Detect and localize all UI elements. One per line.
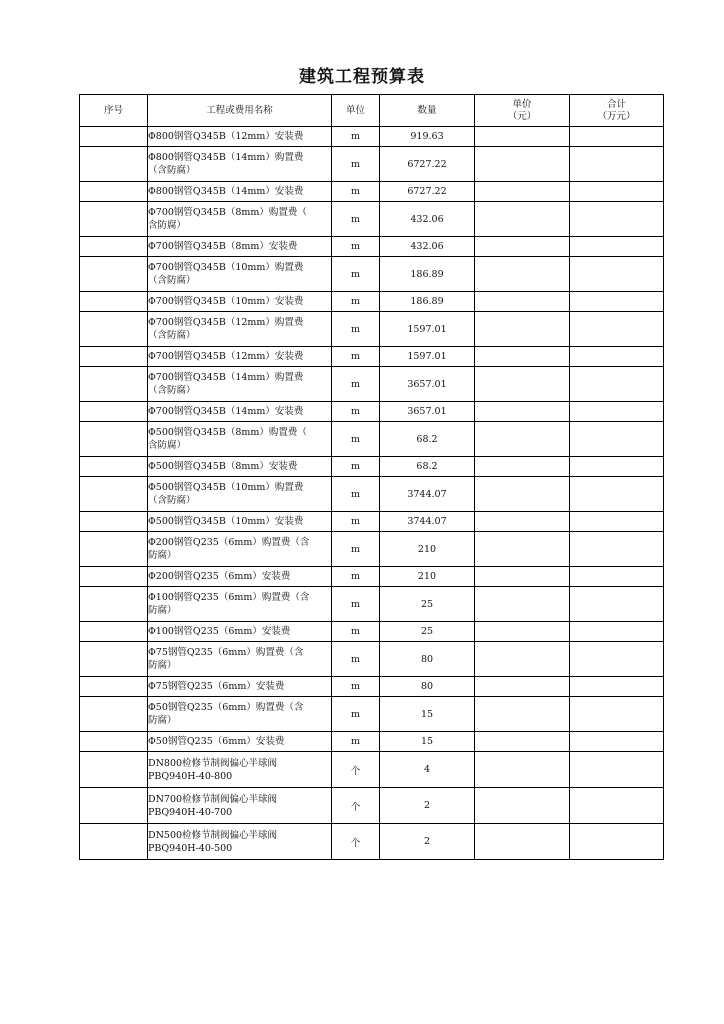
cell-name-line: Φ700钢管Q345B（10mm）购置费	[148, 262, 304, 273]
cell-qty: 186.89	[380, 292, 475, 312]
cell-seq	[80, 257, 148, 292]
table-row	[80, 697, 664, 732]
cell-unit: 个	[332, 788, 380, 824]
cell-seq	[80, 622, 148, 642]
cell-name-line: （含防腐）	[148, 165, 196, 176]
cell-total	[570, 457, 664, 477]
cell-name	[148, 752, 332, 788]
cell-price	[475, 824, 570, 860]
cell-price	[475, 788, 570, 824]
cell-unit: m	[332, 512, 380, 532]
cell-qty: 919.63	[380, 127, 475, 147]
cell-price	[475, 147, 570, 182]
cell-name	[148, 402, 332, 422]
cell-price	[475, 457, 570, 477]
cell-qty: 432.06	[380, 237, 475, 257]
cell-qty: 3744.07	[380, 477, 475, 512]
cell-total	[570, 127, 664, 147]
cell-price	[475, 697, 570, 732]
cell-seq	[80, 457, 148, 477]
cell-total	[570, 312, 664, 347]
cell-price	[475, 622, 570, 642]
cell-seq	[80, 752, 148, 788]
cell-qty: 15	[380, 697, 475, 732]
cell-name	[148, 292, 332, 312]
cell-name-line: （含防腐）	[148, 385, 196, 396]
cell-price	[475, 477, 570, 512]
cell-qty: 2	[380, 788, 475, 824]
table-row	[80, 147, 664, 182]
header-name: 工程或费用名称	[148, 95, 332, 127]
header-total-label: 合计	[606, 98, 626, 110]
table-header-row	[80, 95, 664, 127]
cell-name-line: Φ800钢管Q345B（14mm）购置费	[148, 152, 304, 163]
cell-qty: 1597.01	[380, 312, 475, 347]
cell-name-line: Φ50钢管Q235（6mm）安装费	[148, 736, 285, 747]
cell-total	[570, 697, 664, 732]
cell-name	[148, 732, 332, 752]
cell-total	[570, 587, 664, 622]
cell-price	[475, 677, 570, 697]
cell-name-line: 含防腐）	[148, 220, 187, 231]
header-total-unit: （万元）	[597, 110, 636, 122]
cell-name	[148, 127, 332, 147]
cell-name-line: Φ75钢管Q235（6mm）购置费（含	[148, 647, 304, 658]
cell-name	[148, 824, 332, 860]
cell-qty: 25	[380, 587, 475, 622]
cell-name-line: Φ800钢管Q345B（14mm）安装费	[148, 186, 304, 197]
cell-qty: 3744.07	[380, 512, 475, 532]
cell-unit: m	[332, 422, 380, 457]
cell-unit: m	[332, 622, 380, 642]
cell-qty: 2	[380, 824, 475, 860]
cell-total	[570, 642, 664, 677]
cell-total	[570, 367, 664, 402]
cell-price	[475, 422, 570, 457]
header-total	[570, 95, 664, 127]
cell-name-line: PBQ940H-40-700	[148, 806, 233, 818]
cell-total	[570, 202, 664, 237]
header-price-unit: （元）	[507, 110, 537, 122]
table-row	[80, 237, 664, 257]
cell-seq	[80, 788, 148, 824]
cell-name	[148, 697, 332, 732]
cell-name	[148, 347, 332, 367]
cell-qty: 186.89	[380, 257, 475, 292]
cell-name-line: Φ700钢管Q345B（12mm）安装费	[148, 351, 304, 362]
cell-name-line: 含防腐）	[148, 440, 187, 451]
cell-total	[570, 752, 664, 788]
cell-seq	[80, 292, 148, 312]
cell-seq	[80, 697, 148, 732]
cell-qty: 432.06	[380, 202, 475, 237]
cell-total	[570, 824, 664, 860]
cell-unit: m	[332, 532, 380, 567]
cell-unit: m	[332, 237, 380, 257]
table-row	[80, 457, 664, 477]
cell-name	[148, 677, 332, 697]
cell-total	[570, 788, 664, 824]
page-title: 建筑工程预算表	[299, 67, 425, 87]
cell-name	[148, 622, 332, 642]
header-unit: 单位	[332, 95, 380, 127]
cell-seq	[80, 147, 148, 182]
cell-name	[148, 512, 332, 532]
cell-name-line: Φ100钢管Q235（6mm）购置费（含	[148, 592, 310, 603]
cell-qty: 6727.22	[380, 182, 475, 202]
cell-price	[475, 642, 570, 677]
cell-name-line: 防腐）	[148, 715, 177, 726]
cell-name	[148, 457, 332, 477]
cell-name	[148, 257, 332, 292]
cell-seq	[80, 127, 148, 147]
cell-seq	[80, 677, 148, 697]
cell-seq	[80, 367, 148, 402]
cell-name-line: Φ500钢管Q345B（8mm）安装费	[148, 461, 298, 472]
cell-name-line: Φ100钢管Q235（6mm）安装费	[148, 626, 291, 637]
header-seq: 序号	[80, 95, 148, 127]
cell-seq	[80, 347, 148, 367]
cell-name	[148, 182, 332, 202]
table-row	[80, 677, 664, 697]
cell-seq	[80, 732, 148, 752]
cell-price	[475, 257, 570, 292]
table-row	[80, 622, 664, 642]
cell-price	[475, 367, 570, 402]
cell-name-line: Φ700钢管Q345B（14mm）安装费	[148, 406, 304, 417]
cell-total	[570, 532, 664, 567]
cell-name	[148, 788, 332, 824]
header-price	[475, 95, 570, 127]
table-row	[80, 182, 664, 202]
cell-unit: m	[332, 312, 380, 347]
table-row	[80, 477, 664, 512]
cell-name	[148, 532, 332, 567]
cell-price	[475, 182, 570, 202]
cell-total	[570, 567, 664, 587]
table-row	[80, 532, 664, 567]
cell-name-line: PBQ940H-40-500	[148, 842, 233, 854]
cell-unit: m	[332, 257, 380, 292]
cell-price	[475, 752, 570, 788]
cell-unit: m	[332, 677, 380, 697]
cell-qty: 3657.01	[380, 367, 475, 402]
cell-name-line: Φ200钢管Q235（6mm）安装费	[148, 571, 291, 582]
table-row	[80, 257, 664, 292]
cell-name-line: Φ500钢管Q345B（10mm）安装费	[148, 516, 304, 527]
cell-name	[148, 147, 332, 182]
cell-qty: 68.2	[380, 422, 475, 457]
cell-name	[148, 567, 332, 587]
budget-table	[79, 94, 664, 860]
cell-name-line: 防腐）	[148, 660, 177, 671]
cell-name-line: Φ800钢管Q345B（12mm）安装费	[148, 131, 304, 142]
cell-qty: 3657.01	[380, 402, 475, 422]
cell-name-line: Φ50钢管Q235（6mm）购置费（含	[148, 702, 304, 713]
cell-name	[148, 642, 332, 677]
table-body	[80, 127, 664, 860]
cell-name	[148, 237, 332, 257]
cell-name	[148, 477, 332, 512]
cell-qty: 15	[380, 732, 475, 752]
table-row	[80, 587, 664, 622]
cell-total	[570, 347, 664, 367]
cell-name	[148, 202, 332, 237]
cell-name-line: （含防腐）	[148, 275, 196, 286]
cell-price	[475, 237, 570, 257]
cell-qty: 25	[380, 622, 475, 642]
header-price-label: 单价	[512, 98, 532, 110]
cell-unit: m	[332, 402, 380, 422]
cell-name-line: Φ200钢管Q235（6mm）购置费（含	[148, 537, 310, 548]
cell-name-line: Φ700钢管Q345B（8mm）安装费	[148, 241, 298, 252]
cell-price	[475, 402, 570, 422]
table-row	[80, 567, 664, 587]
cell-price	[475, 532, 570, 567]
cell-unit: m	[332, 347, 380, 367]
cell-seq	[80, 567, 148, 587]
cell-name-line: Φ500钢管Q345B（8mm）购置费（	[148, 427, 307, 438]
cell-price	[475, 732, 570, 752]
cell-seq	[80, 422, 148, 457]
table-row	[80, 422, 664, 457]
cell-total	[570, 732, 664, 752]
cell-qty: 80	[380, 642, 475, 677]
cell-unit: m	[332, 697, 380, 732]
cell-total	[570, 292, 664, 312]
cell-unit: m	[332, 367, 380, 402]
cell-total	[570, 512, 664, 532]
cell-price	[475, 202, 570, 237]
cell-seq	[80, 824, 148, 860]
cell-name	[148, 422, 332, 457]
cell-seq	[80, 182, 148, 202]
table-row	[80, 788, 664, 824]
cell-name	[148, 312, 332, 347]
cell-unit: m	[332, 292, 380, 312]
cell-name-line: Φ700钢管Q345B（10mm）安装费	[148, 296, 304, 307]
cell-price	[475, 292, 570, 312]
cell-seq	[80, 202, 148, 237]
table-row	[80, 347, 664, 367]
cell-name	[148, 367, 332, 402]
cell-qty: 210	[380, 567, 475, 587]
cell-price	[475, 312, 570, 347]
cell-qty: 4	[380, 752, 475, 788]
cell-qty: 68.2	[380, 457, 475, 477]
cell-name-line: （含防腐）	[148, 495, 196, 506]
cell-name-line: 防腐）	[148, 550, 177, 561]
table-row	[80, 292, 664, 312]
cell-seq	[80, 477, 148, 512]
cell-price	[475, 512, 570, 532]
cell-price	[475, 347, 570, 367]
cell-price	[475, 127, 570, 147]
cell-price	[475, 587, 570, 622]
table-row	[80, 824, 664, 860]
cell-name-line: Φ700钢管Q345B（8mm）购置费（	[148, 207, 307, 218]
cell-unit: m	[332, 642, 380, 677]
cell-qty: 6727.22	[380, 147, 475, 182]
cell-total	[570, 257, 664, 292]
cell-seq	[80, 512, 148, 532]
table-row	[80, 367, 664, 402]
cell-name-line: 防腐）	[148, 605, 177, 616]
cell-unit: m	[332, 477, 380, 512]
cell-seq	[80, 532, 148, 567]
cell-total	[570, 677, 664, 697]
cell-total	[570, 422, 664, 457]
header-qty: 数量	[380, 95, 475, 127]
cell-name	[148, 587, 332, 622]
cell-name-line: （含防腐）	[148, 330, 196, 341]
cell-total	[570, 237, 664, 257]
cell-name-line: Φ500钢管Q345B（10mm）购置费	[148, 482, 304, 493]
cell-unit: m	[332, 147, 380, 182]
cell-unit: 个	[332, 752, 380, 788]
cell-name-line: Φ75钢管Q235（6mm）安装费	[148, 681, 285, 692]
cell-total	[570, 622, 664, 642]
cell-total	[570, 402, 664, 422]
cell-unit: m	[332, 182, 380, 202]
cell-seq	[80, 587, 148, 622]
table-row	[80, 127, 664, 147]
table-row	[80, 642, 664, 677]
cell-unit: m	[332, 587, 380, 622]
cell-total	[570, 147, 664, 182]
cell-name-line: Φ700钢管Q345B（12mm）购置费	[148, 317, 304, 328]
cell-unit: m	[332, 202, 380, 237]
cell-name-line: DN500检修节制阀偏心半球阀	[148, 829, 278, 841]
cell-total	[570, 182, 664, 202]
cell-unit: 个	[332, 824, 380, 860]
cell-name-line: DN700检修节制阀偏心半球阀	[148, 793, 278, 805]
cell-unit: m	[332, 457, 380, 477]
cell-name-line: PBQ940H-40-800	[148, 770, 233, 782]
cell-qty: 80	[380, 677, 475, 697]
table-row	[80, 312, 664, 347]
cell-unit: m	[332, 732, 380, 752]
cell-name-line: DN800检修节制阀偏心半球阀	[148, 757, 278, 769]
cell-seq	[80, 312, 148, 347]
cell-price	[475, 567, 570, 587]
table-row	[80, 752, 664, 788]
cell-unit: m	[332, 127, 380, 147]
cell-name-line: Φ700钢管Q345B（14mm）购置费	[148, 372, 304, 383]
cell-seq	[80, 642, 148, 677]
cell-total	[570, 477, 664, 512]
table-row	[80, 512, 664, 532]
table-row	[80, 732, 664, 752]
cell-qty: 1597.01	[380, 347, 475, 367]
cell-seq	[80, 237, 148, 257]
cell-qty: 210	[380, 532, 475, 567]
table-row	[80, 202, 664, 237]
cell-unit: m	[332, 567, 380, 587]
cell-seq	[80, 402, 148, 422]
table-row	[80, 402, 664, 422]
